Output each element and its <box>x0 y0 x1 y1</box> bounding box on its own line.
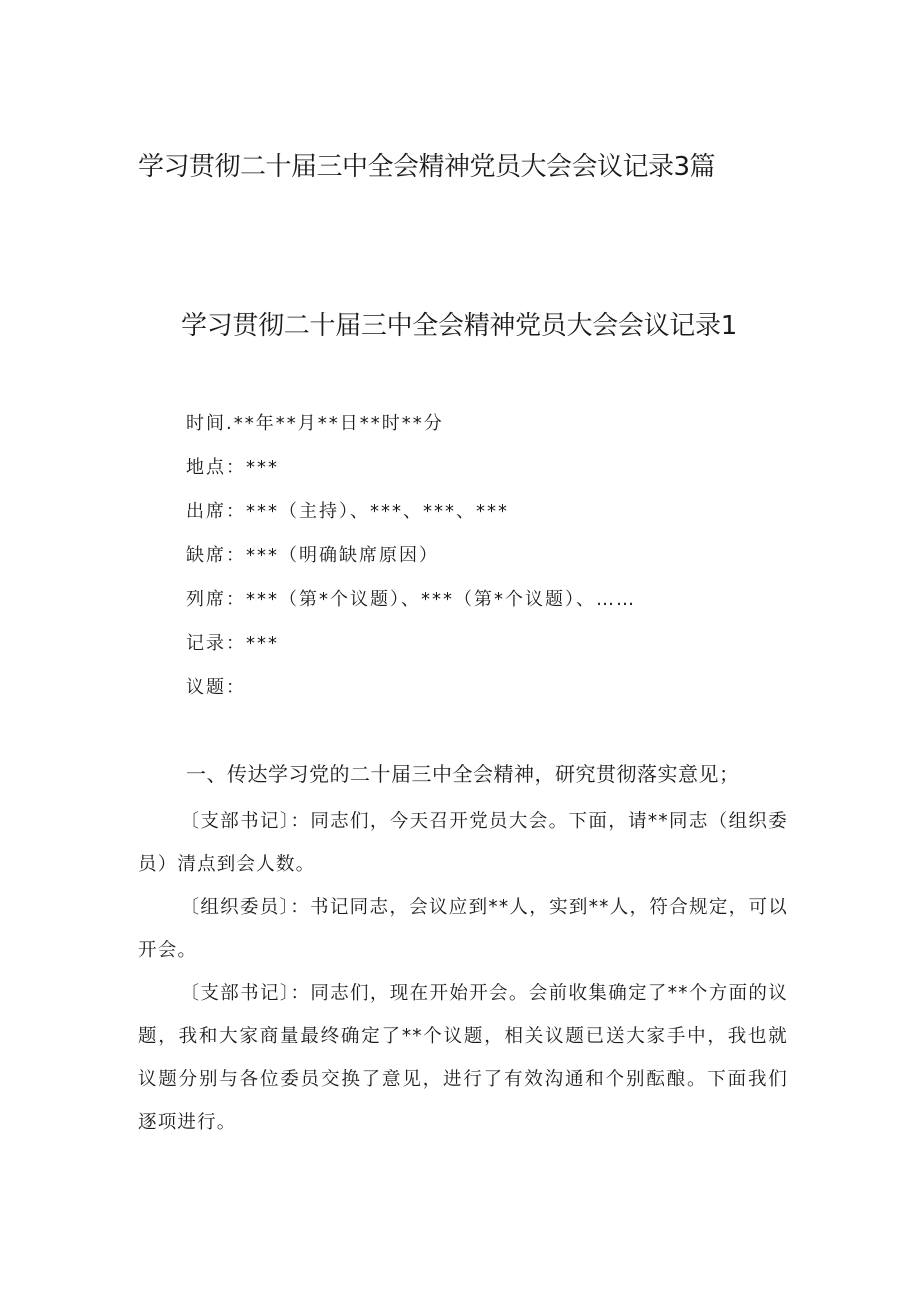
paragraph: 〔支部书记〕：同志们，现在开始开会。会前收集确定了**个方面的议题，我和大家商量最终确定了**个议题，相关议题已送大家手中，我也就议题分别与各位委员交换了意见，进行了有效沟通和个别酝酿。下面我们逐项进行。 <box>138 983 788 1133</box>
meta-recorder: 记录：*** <box>186 633 279 654</box>
meta-attendees: 出席：***（主持）、***、***、*** <box>186 501 509 522</box>
meta-agenda: 议题： <box>186 677 246 698</box>
meta-location: 地点：*** <box>186 457 279 478</box>
meta-time: 时间.**年**月**日**时**分 <box>186 413 444 434</box>
minutes-body <box>138 800 788 1144</box>
paragraph: 〔支部书记〕：同志们，今天召开党员大会。下面，请**同志（组织委员）清点到会人数。 <box>138 811 788 875</box>
record-title: 学习贯彻二十届三中全会精神党员大会会议记录1 <box>181 311 737 341</box>
meta-observers: 列席：***（第*个议题）、***（第*个议题）、…… <box>186 589 636 610</box>
section-heading: 一、传达学习党的二十届三中全会精神，研究贯彻落实意见； <box>186 762 740 786</box>
meta-absent: 缺席：***（明确缺席原因） <box>186 545 439 566</box>
meeting-meta-list <box>186 410 636 718</box>
paragraph: 〔组织委员〕：书记同志，会议应到**人，实到**人，符合规定，可以开会。 <box>138 897 788 961</box>
document-title: 学习贯彻二十届三中全会精神党员大会会议记录3篇 <box>138 152 716 182</box>
